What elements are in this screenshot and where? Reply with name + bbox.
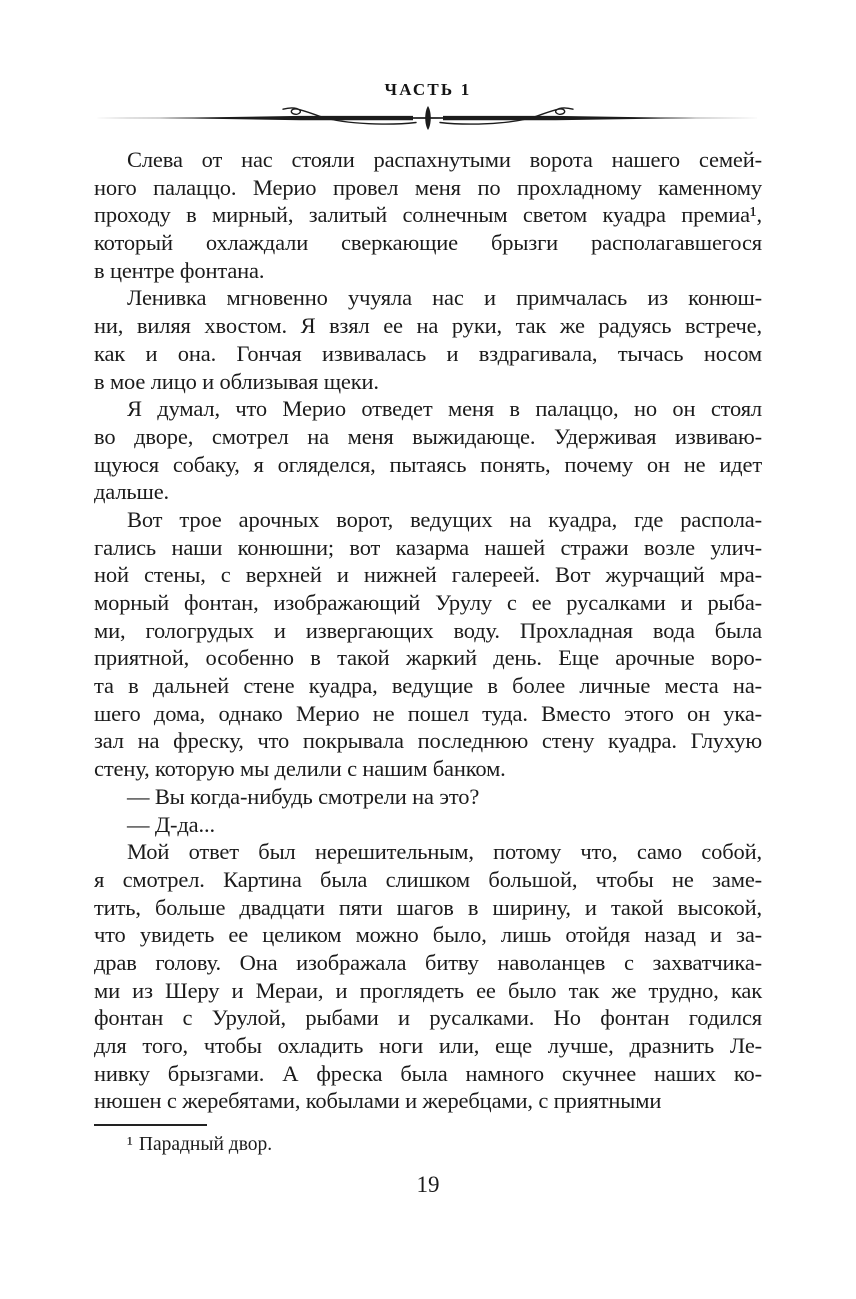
text-line: нюшен с жеребятами, кобылами и жеребцами, с приятными <box>94 1088 662 1114</box>
text-line: в мое лицо и облизывая щеки. <box>94 368 379 394</box>
text-line: ной стены, с верхней и нижней галереей. Вот журчащий мра- <box>94 562 762 588</box>
text-line: что увидеть ее целиком можно было, лишь отойдя назад и за- <box>94 922 762 948</box>
text-line: Я думал, что Мерио отведет меня в палаццо, но он стоял <box>127 396 762 422</box>
text-line: в центре фонтана. <box>94 257 265 283</box>
text-line: морный фонтан, изображающий Урулу с ее русалками и рыба- <box>94 590 762 615</box>
text-line: ми, гологрудых и извергающих воду. Прохладная вода была <box>94 617 762 643</box>
text-line: Мой ответ был нерешительным, потому что, само собой, <box>127 839 762 865</box>
text-line: во дворе, смотрел на меня выжидающе. Удерживая извиваю- <box>94 423 762 449</box>
footnote-marker: ¹ <box>127 1134 133 1155</box>
text-line: я смотрел. Картина была слишком большой, чтобы не заме- <box>94 866 762 892</box>
footnote <box>94 1133 762 1157</box>
text-line: дальше. <box>94 479 170 505</box>
section-divider-ornament <box>94 103 762 133</box>
text-line: Слева от нас стояли распахнутыми ворота нашего семей- <box>127 147 762 172</box>
text-line: приятной, особенно в такой жаркий день. Еще арочные воро- <box>94 645 762 671</box>
paragraph <box>94 838 762 1115</box>
footnote-text: Парадный двор. <box>138 1134 273 1155</box>
text-line: проходу в мирный, залитый солнечным светом куадра премиа¹, <box>94 202 762 228</box>
text-line: стену, которую мы делили с нашим банком. <box>94 756 506 782</box>
text-line: для того, чтобы охладить ноги или, еще лучше, дразнить Ле- <box>94 1033 762 1058</box>
text-line: шего дома, однако Мерио не пошел туда. Вместо этого он ука- <box>94 700 762 726</box>
part-title: ЧАСТЬ 1 <box>384 80 472 99</box>
paragraph <box>94 506 762 783</box>
text-line: — Вы когда-нибудь смотрели на это? <box>127 783 480 809</box>
dialogue-paragraph <box>94 811 762 839</box>
text-line: гались наши конюшни; вот казарма нашей стражи возле улич- <box>94 534 762 560</box>
text-line: фонтан с Урулой, рыбами и русалками. Но фонтан годился <box>94 1005 762 1031</box>
text-line: ни, виляя хвостом. Я взял ее на руки, так же радуясь встрече, <box>94 313 762 339</box>
text-line: ми из Шеру и Мераи, и проглядеть ее было так же трудно, как <box>94 977 762 1003</box>
text-line: та в дальней стене куадра, ведущие в более личные места на- <box>94 673 762 699</box>
paragraph <box>94 284 762 395</box>
text-line: нивку брызгами. А фреска была намного скучнее наших ко- <box>94 1060 762 1086</box>
text-line: тить, больше двадцати пяти шагов в ширину, и такой высокой, <box>94 894 762 920</box>
text-line: зал на фреску, что покрывала последнюю стену куадра. Глухую <box>94 728 762 754</box>
text-line: ного палаццо. Мерио провел меня по прохладному каменному <box>94 174 762 200</box>
page-number: 19 <box>416 1172 440 1197</box>
text-line: который охлаждали сверкающие брызги располагавшегося <box>94 230 762 256</box>
text-line: щуюся собаку, я огляделся, пытаясь понять, почему он не идет <box>94 451 762 477</box>
footnote-rule <box>94 1124 207 1126</box>
text-line: драв голову. Она изображала битву наволанцев с захватчика- <box>94 949 762 975</box>
body-text <box>94 146 762 1115</box>
text-line: — Д-да... <box>127 811 215 837</box>
paragraph <box>94 146 762 284</box>
text-line: Ленивка мгновенно учуяла нас и примчалась из конюш- <box>127 285 762 311</box>
text-line: Вот трое арочных ворот, ведущих на куадра, где распола- <box>127 506 762 532</box>
dialogue-paragraph <box>94 783 762 811</box>
text-line: как и она. Гончая извивалась и вздрагивала, тычась носом <box>94 340 762 366</box>
paragraph <box>94 395 762 506</box>
